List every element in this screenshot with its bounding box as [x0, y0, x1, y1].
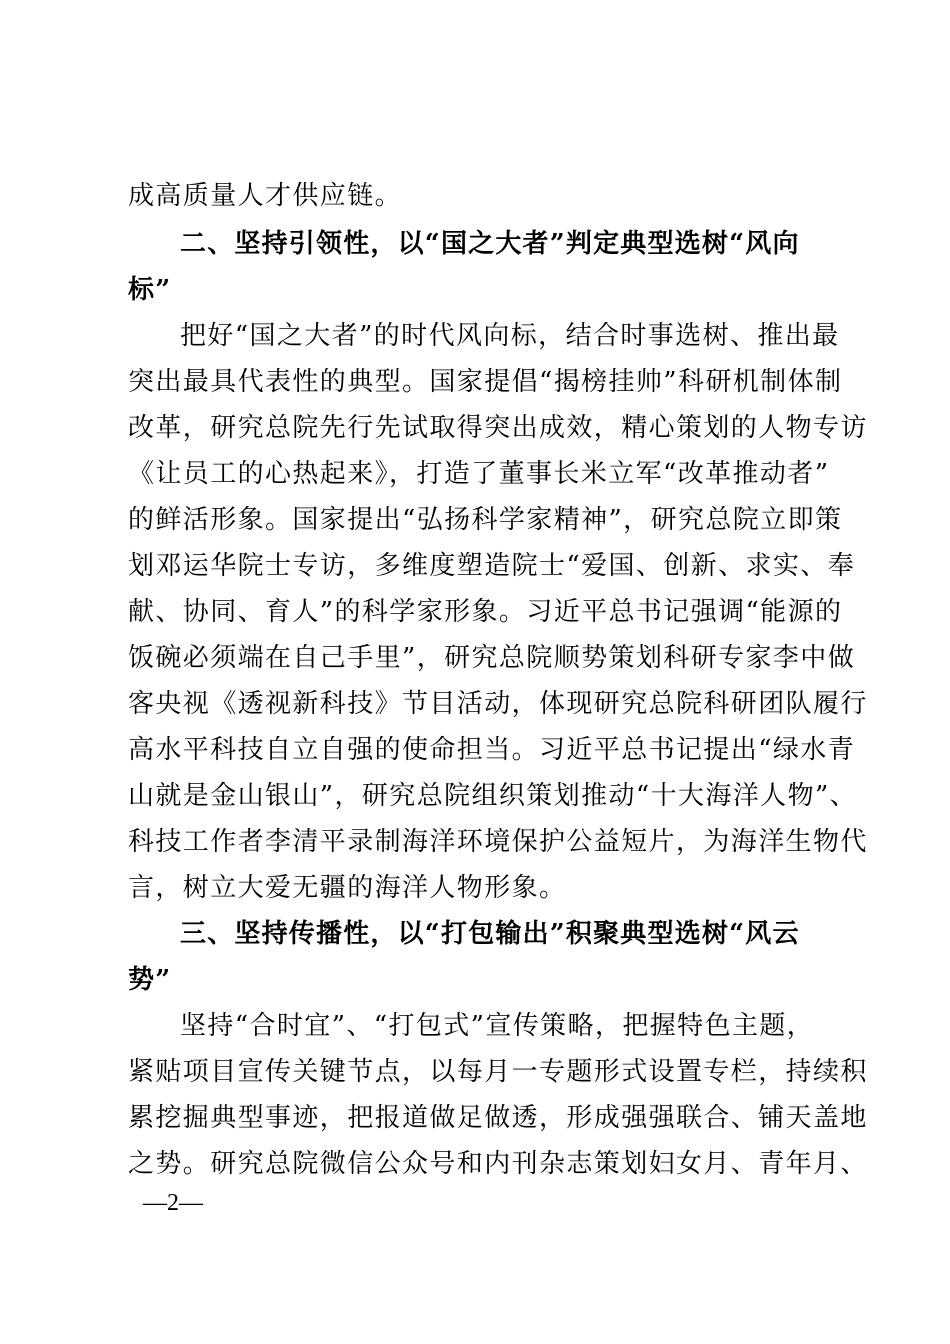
- section-3-heading-line-2: 势”: [128, 965, 172, 995]
- paragraph-2-line-3: 改革，研究总院先行先试取得突出成效，精心策划的人物专访: [128, 413, 868, 443]
- paragraph-2-line-12: 科技工作者李清平录制海洋环境保护公益短片，为海洋生物代: [128, 827, 868, 857]
- paragraph-2-line-6: 划邓运华院士专访，多维度塑造院士“爱国、创新、求实、奉: [128, 551, 856, 581]
- paragraph-2-line-5: 的鲜活形象。国家提出“弘扬科学家精神”，研究总院立即策: [128, 505, 843, 535]
- paragraph-2-line-9: 客央视《透视新科技》节目活动，体现研究总院科研团队履行: [128, 689, 868, 719]
- paragraph-2-line-11: 山就是金山银山”，研究总院组织策划推动“十大海洋人物”、: [128, 781, 858, 811]
- paragraph-3-line-4: 之势。研究总院微信公众号和内刊杂志策划妇女月、青年月、: [128, 1149, 868, 1179]
- paragraph-1-line-1: 成高质量人才供应链。: [128, 181, 403, 211]
- paragraph-3-line-3: 累挖掘典型事迹，把报道做足做透，形成强强联合、铺天盖地: [128, 1103, 868, 1133]
- paragraph-2-line-2: 突出最具代表性的典型。国家提倡“揭榜挂帅”科研机制体制: [128, 367, 843, 397]
- paragraph-2-line-8: 饭碗必须端在自己手里”，研究总院顺势策划科研专家李中做: [128, 643, 856, 673]
- page-number: —2—: [143, 1190, 203, 1216]
- paragraph-2-line-1: 把好“国之大者”的时代风向标，结合时事选树、推出最: [180, 321, 840, 351]
- paragraph-3-line-2: 紧贴项目宣传关键节点，以每月一专题形式设置专栏，持续积: [128, 1057, 868, 1087]
- paragraph-3-line-1: 坚持“合时宜”、“打包式”宣传策略，把握特色主题，: [180, 1011, 815, 1041]
- paragraph-2-line-4: 《让员工的心热起来》，打造了董事长米立军“改革推动者”: [128, 459, 830, 489]
- section-3-heading-line-1: 三、坚持传播性，以“打包输出”积聚典型选树“风云: [180, 919, 800, 949]
- section-2-heading-line-1: 二、坚持引领性，以“国之大者”判定典型选树“风向: [180, 229, 800, 259]
- paragraph-2-line-7: 献、协同、育人”的科学家形象。习近平总书记强调“能源的: [128, 597, 843, 627]
- paragraph-2-line-10: 高水平科技自立自强的使命担当。习近平总书记提出“绿水青: [128, 735, 856, 765]
- section-2-heading-line-2: 标”: [128, 275, 172, 305]
- paragraph-2-line-13: 言，树立大爱无疆的海洋人物形象。: [128, 873, 567, 903]
